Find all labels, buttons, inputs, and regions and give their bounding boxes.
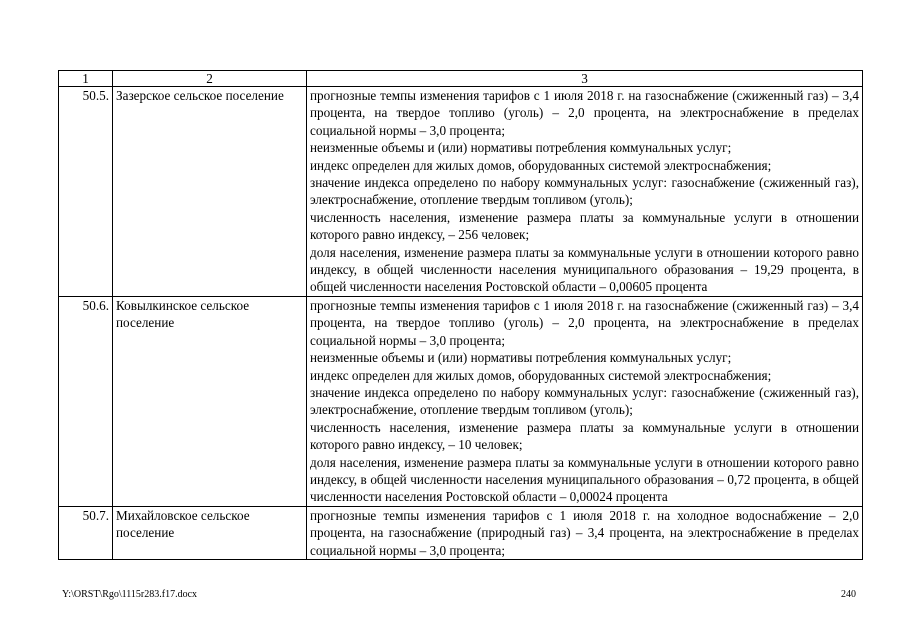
description-paragraph: численность населения, изменение размера платы за коммунальные услуги в отношении которого равно индексу, – 256 человек;: [310, 209, 859, 243]
table-row: [59, 296, 863, 506]
description-paragraph: прогнозные темпы изменения тарифов с 1 июля 2018 г. на холодное водоснабжение – 2,0 процента, на газоснабжение (природный газ) – 3,4 процента, на электроснабжение в пределах социальной нормы – 3,0 процента;: [310, 507, 859, 558]
footer-page-number: 240: [841, 589, 856, 600]
description-paragraph: значение индекса определено по набору коммунальных услуг: газоснабжение (сжиженный газ), электроснабжение, отопление твердым топливом (уголь);: [310, 175, 859, 208]
footer-file-path: Y:\ORST\Rgo\1115r283.f17.docx: [62, 589, 198, 600]
row-number: 50.6.: [59, 296, 113, 506]
description-paragraph: неизменные объемы и (или) нормативы потребления коммунальных услуг;: [310, 140, 732, 156]
table-row: [59, 506, 863, 559]
row-number: 50.7.: [59, 506, 113, 559]
description-paragraph: индекс определен для жилых домов, оборудованных системой электроснабжения;: [310, 367, 772, 383]
settlement-name: Михайловское сельское поселение: [113, 506, 307, 559]
table-header-row: [59, 71, 863, 87]
description-paragraph: доля населения, изменение размера платы за коммунальные услуги в отношении которого равно индексу, в общей численности населения муниципального образования – 0,72 процента, в общей численности населения Ростовской области – 0,00024 процента: [310, 454, 859, 505]
description-paragraph: неизменные объемы и (или) нормативы потребления коммунальных услуг;: [310, 350, 732, 366]
column-header-3: 3: [307, 71, 863, 87]
table-row: [59, 87, 863, 297]
settlement-name: Ковылкинское сельское поселение: [113, 296, 307, 506]
description-paragraph: доля населения, изменение размера платы за коммунальные услуги в отношении которого равно индексу, в общей численности населения муниципального образования – 19,29 процента, в общей численности населения Ростовской области – 0,00605 процента: [310, 244, 859, 295]
column-header-2: 2: [113, 71, 307, 87]
description-paragraph: прогнозные темпы изменения тарифов с 1 июля 2018 г. на газоснабжение (сжиженный газ) – 3,4 процента, на твердое топливо (уголь) – 2,0 процента, на электроснабжение в пределах социальной нормы – 3,0 процента;: [310, 88, 859, 138]
description-paragraph: значение индекса определено по набору коммунальных услуг: газоснабжение (сжиженный газ), электроснабжение, отопление твердым топливом (уголь);: [310, 384, 859, 418]
row-number: 50.5.: [59, 87, 113, 297]
index-description: [307, 296, 863, 506]
settlement-name: Зазерское сельское поселение: [113, 87, 307, 297]
description-paragraph: численность населения, изменение размера платы за коммунальные услуги в отношении которого равно индексу, – 10 человек;: [310, 419, 859, 453]
description-paragraph: прогнозные темпы изменения тарифов с 1 июля 2018 г. на газоснабжение (сжиженный газ) – 3,4 процента, на твердое топливо (уголь) – 2,0 процента, на электроснабжение в пределах социальной нормы – 3,0 процента;: [310, 297, 859, 348]
index-description: [307, 506, 863, 559]
index-description: [307, 87, 863, 297]
description-paragraph: индекс определен для жилых домов, оборудованных системой электроснабжения;: [310, 157, 772, 173]
column-header-1: 1: [59, 71, 113, 87]
tariff-index-table: [58, 70, 863, 560]
